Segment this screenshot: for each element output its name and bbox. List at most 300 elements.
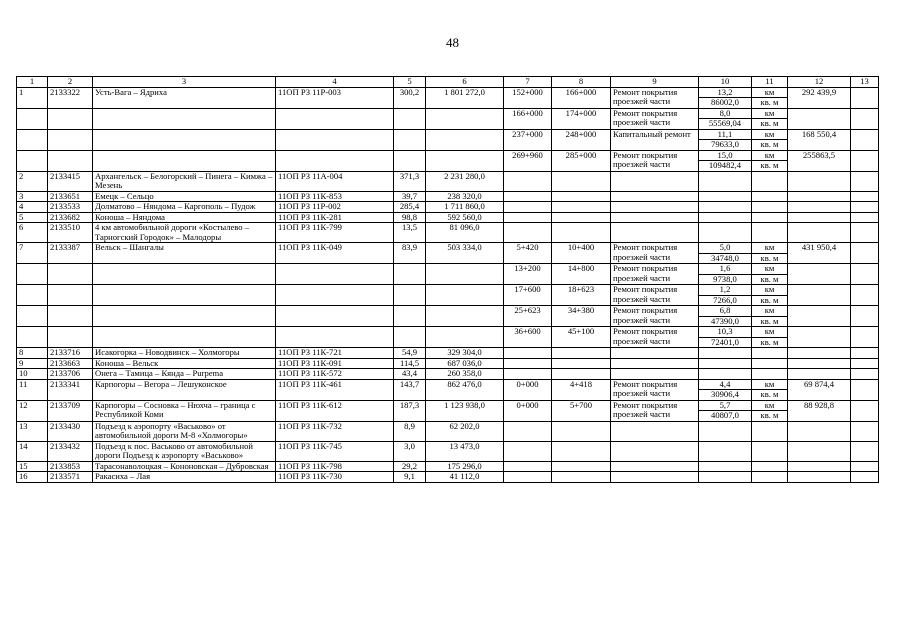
- segment-total: 255863,5: [788, 150, 851, 171]
- work-type: Ремонт покрытия проезжей части: [611, 327, 699, 348]
- road-repair-table: [16, 76, 879, 483]
- empty-cell-col-7: [504, 358, 552, 369]
- empty-cell-col-13: [851, 129, 879, 150]
- area-sq-m: 86002,0: [699, 98, 752, 109]
- empty-cell-col-2: [48, 150, 93, 171]
- empty-cell-col-8: [552, 472, 611, 483]
- column-number-8: 8: [552, 77, 611, 88]
- area-unit: кв. м: [752, 337, 788, 348]
- length-km: 6,8: [699, 306, 752, 317]
- empty-cell-col-4: [276, 150, 394, 171]
- empty-cell-col-2: [48, 327, 93, 348]
- empty-cell-col-5: [394, 327, 426, 348]
- road-row: [17, 348, 879, 359]
- empty-cell-col-4: [276, 327, 394, 348]
- area-unit: кв. м: [752, 253, 788, 264]
- empty-cell-col-9: [611, 369, 699, 380]
- work-type: Ремонт покрытия проезжей части: [611, 243, 699, 264]
- empty-cell-col-10: [699, 421, 752, 441]
- road-number: 15: [17, 461, 48, 472]
- work-type: Ремонт покрытия проезжей части: [611, 379, 699, 400]
- road-length: 98,8: [394, 212, 426, 223]
- segment-total: 88 928,8: [788, 400, 851, 421]
- road-row: [17, 421, 879, 441]
- empty-cell-col-3: [93, 306, 276, 327]
- empty-cell-col-1: [17, 150, 48, 171]
- segment-start: 36+600: [504, 327, 552, 348]
- road-row: [17, 223, 879, 243]
- road-name: 4 км автомобильной дороги «Костылево – Тарногский Городок» – Малодоры: [93, 223, 276, 243]
- road-name: Подъезд к аэропорту «Васьково» от автомобильной дороги М-8 «Холмогоры»: [93, 421, 276, 441]
- road-row: [17, 87, 879, 98]
- empty-cell-col-3: [93, 327, 276, 348]
- empty-cell-col-7: [504, 212, 552, 223]
- road-name: Подъезд к пос. Васьково от автомобильной дороги Подъезд к аэропорту «Васьково»: [93, 441, 276, 461]
- empty-cell-col-13: [851, 150, 879, 171]
- column-number-3: 3: [93, 77, 276, 88]
- empty-cell-col-12: [788, 108, 851, 129]
- road-length: 187,3: [394, 400, 426, 421]
- segment-start: 13+200: [504, 264, 552, 285]
- empty-cell-col-8: [552, 212, 611, 223]
- empty-cell-col-10: [699, 441, 752, 461]
- road-name: Емецк – Сельцо: [93, 191, 276, 202]
- empty-cell-col-10: [699, 461, 752, 472]
- empty-cell-col-12: [788, 358, 851, 369]
- road-row: [17, 461, 879, 472]
- work-type: Ремонт покрытия проезжей части: [611, 87, 699, 108]
- road-code: 2133341: [48, 379, 93, 400]
- empty-cell-col-11: [752, 461, 788, 472]
- road-row: [17, 212, 879, 223]
- length-unit: км: [752, 306, 788, 317]
- road-row: [17, 472, 879, 483]
- empty-cell-col-8: [552, 171, 611, 191]
- road-code: 2133510: [48, 223, 93, 243]
- road-length: 43,4: [394, 369, 426, 380]
- empty-cell-col-12: [788, 191, 851, 202]
- road-code: 2133430: [48, 421, 93, 441]
- road-length: 371,3: [394, 171, 426, 191]
- road-registry-number: 11ОП РЗ 11К-732: [276, 421, 394, 441]
- empty-cell-col-12: [788, 285, 851, 306]
- empty-cell-col-11: [752, 171, 788, 191]
- road-length: 39,7: [394, 191, 426, 202]
- empty-cell-col-8: [552, 441, 611, 461]
- empty-cell-col-11: [752, 369, 788, 380]
- empty-cell-col-13: [851, 441, 879, 461]
- road-code: 2133533: [48, 202, 93, 213]
- empty-cell-col-10: [699, 369, 752, 380]
- road-cost: 2 231 280,0: [426, 171, 504, 191]
- length-unit: км: [752, 400, 788, 411]
- empty-cell-col-13: [851, 171, 879, 191]
- empty-cell-col-13: [851, 285, 879, 306]
- empty-cell-col-10: [699, 191, 752, 202]
- road-code: 2133432: [48, 441, 93, 461]
- empty-cell-col-2: [48, 264, 93, 285]
- road-row: [17, 202, 879, 213]
- segment-end: 166+000: [552, 87, 611, 108]
- work-type: Ремонт покрытия проезжей части: [611, 400, 699, 421]
- road-name: Архангельск – Белогорский – Пинега – Кимжа – Мезень: [93, 171, 276, 191]
- segment-start: 0+000: [504, 400, 552, 421]
- road-number: 7: [17, 243, 48, 264]
- area-sq-m: 7266,0: [699, 295, 752, 306]
- empty-cell-col-12: [788, 223, 851, 243]
- area-unit: кв. м: [752, 119, 788, 130]
- empty-cell-col-11: [752, 441, 788, 461]
- empty-cell-col-12: [788, 461, 851, 472]
- road-registry-number: 11ОП РЗ 11К-281: [276, 212, 394, 223]
- road-cost: 13 473,0: [426, 441, 504, 461]
- empty-cell-col-13: [851, 369, 879, 380]
- work-type: Ремонт покрытия проезжей части: [611, 150, 699, 171]
- length-unit: км: [752, 264, 788, 275]
- length-unit: км: [752, 243, 788, 254]
- empty-cell-col-10: [699, 171, 752, 191]
- road-number: 2: [17, 171, 48, 191]
- road-number: 9: [17, 358, 48, 369]
- road-code: 2133322: [48, 87, 93, 108]
- empty-cell-col-10: [699, 358, 752, 369]
- road-cost: 260 358,0: [426, 369, 504, 380]
- empty-cell-col-9: [611, 421, 699, 441]
- area-unit: кв. м: [752, 161, 788, 172]
- segment-start: 25+623: [504, 306, 552, 327]
- empty-cell-col-4: [276, 306, 394, 327]
- road-name: Коноша – Няндома: [93, 212, 276, 223]
- road-name: Онега – Тамица – Кянда – Purpema: [93, 369, 276, 380]
- column-number-12: 12: [788, 77, 851, 88]
- length-km: 1,6: [699, 264, 752, 275]
- road-cost: 592 560,0: [426, 212, 504, 223]
- empty-cell-col-13: [851, 202, 879, 213]
- segment-end: 10+400: [552, 243, 611, 264]
- road-name: Вельск – Шангалы: [93, 243, 276, 264]
- empty-cell-col-5: [394, 108, 426, 129]
- empty-cell-col-13: [851, 243, 879, 264]
- segment-start: 0+000: [504, 379, 552, 400]
- empty-cell-col-9: [611, 191, 699, 202]
- empty-cell-col-13: [851, 400, 879, 421]
- empty-cell-col-3: [93, 108, 276, 129]
- length-km: 5,0: [699, 243, 752, 254]
- road-registry-number: 11ОП РЗ 11К-461: [276, 379, 394, 400]
- empty-cell-col-7: [504, 369, 552, 380]
- segment-total: 168 550,4: [788, 129, 851, 150]
- empty-cell-col-13: [851, 264, 879, 285]
- road-number: 10: [17, 369, 48, 380]
- segment-row: [17, 285, 879, 296]
- work-type: Ремонт покрытия проезжей части: [611, 108, 699, 129]
- empty-cell-col-12: [788, 441, 851, 461]
- empty-cell-col-13: [851, 472, 879, 483]
- road-row: [17, 441, 879, 461]
- empty-cell-col-5: [394, 264, 426, 285]
- road-name: Коноша – Вельск: [93, 358, 276, 369]
- empty-cell-col-13: [851, 108, 879, 129]
- road-length: 9,1: [394, 472, 426, 483]
- empty-cell-col-1: [17, 327, 48, 348]
- road-name: Долматово – Няндома – Каргополь – Пудож: [93, 202, 276, 213]
- road-number: 3: [17, 191, 48, 202]
- area-unit: кв. м: [752, 98, 788, 109]
- empty-cell-col-11: [752, 348, 788, 359]
- column-number-4: 4: [276, 77, 394, 88]
- empty-cell-col-1: [17, 285, 48, 306]
- area-sq-m: 72401,0: [699, 337, 752, 348]
- empty-cell-col-6: [426, 306, 504, 327]
- road-name: Тарасонаволоцкая – Кононовская – Дубровская: [93, 461, 276, 472]
- area-sq-m: 55569,04: [699, 119, 752, 130]
- road-cost: 1 801 272,0: [426, 87, 504, 108]
- column-number-5: 5: [394, 77, 426, 88]
- empty-cell-col-12: [788, 472, 851, 483]
- empty-cell-col-7: [504, 202, 552, 213]
- segment-total: 431 950,4: [788, 243, 851, 264]
- road-number: 12: [17, 400, 48, 421]
- segment-row: [17, 327, 879, 338]
- empty-cell-col-8: [552, 191, 611, 202]
- empty-cell-col-4: [276, 108, 394, 129]
- empty-cell-col-12: [788, 327, 851, 348]
- empty-cell-col-12: [788, 348, 851, 359]
- road-name: Исакогорка – Новодвинск – Холмогоры: [93, 348, 276, 359]
- road-row: [17, 369, 879, 380]
- road-number: 8: [17, 348, 48, 359]
- empty-cell-col-13: [851, 358, 879, 369]
- empty-cell-col-13: [851, 327, 879, 348]
- empty-cell-col-7: [504, 421, 552, 441]
- empty-cell-col-13: [851, 461, 879, 472]
- road-registry-number: 11ОП РЗ 11К-745: [276, 441, 394, 461]
- road-code: 2133651: [48, 191, 93, 202]
- empty-cell-col-12: [788, 264, 851, 285]
- segment-start: 5+420: [504, 243, 552, 264]
- column-number-7: 7: [504, 77, 552, 88]
- empty-cell-col-7: [504, 472, 552, 483]
- empty-cell-col-13: [851, 191, 879, 202]
- work-type: Капитальный ремонт: [611, 129, 699, 150]
- empty-cell-col-5: [394, 306, 426, 327]
- road-registry-number: 11ОП РЗ 11К-572: [276, 369, 394, 380]
- empty-cell-col-10: [699, 202, 752, 213]
- empty-cell-col-9: [611, 441, 699, 461]
- road-code: 2133682: [48, 212, 93, 223]
- segment-row: [17, 150, 879, 161]
- empty-cell-col-12: [788, 202, 851, 213]
- road-row: [17, 191, 879, 202]
- road-length: 8,9: [394, 421, 426, 441]
- length-km: 8,0: [699, 108, 752, 119]
- road-cost: 62 202,0: [426, 421, 504, 441]
- road-code: 2133853: [48, 461, 93, 472]
- empty-cell-col-6: [426, 150, 504, 171]
- empty-cell-col-12: [788, 369, 851, 380]
- segment-row: [17, 129, 879, 140]
- empty-cell-col-2: [48, 285, 93, 306]
- road-length: 114,5: [394, 358, 426, 369]
- area-sq-m: 109482,4: [699, 161, 752, 172]
- empty-cell-col-3: [93, 264, 276, 285]
- empty-cell-col-3: [93, 285, 276, 306]
- segment-end: 285+000: [552, 150, 611, 171]
- road-code: 2133387: [48, 243, 93, 264]
- road-row: [17, 243, 879, 254]
- road-number: 11: [17, 379, 48, 400]
- empty-cell-col-9: [611, 348, 699, 359]
- empty-cell-col-11: [752, 472, 788, 483]
- empty-cell-col-7: [504, 171, 552, 191]
- empty-cell-col-9: [611, 461, 699, 472]
- segment-end: 174+000: [552, 108, 611, 129]
- segment-start: 17+600: [504, 285, 552, 306]
- column-number-2: 2: [48, 77, 93, 88]
- segment-end: 34+380: [552, 306, 611, 327]
- empty-cell-col-9: [611, 223, 699, 243]
- empty-cell-col-11: [752, 421, 788, 441]
- empty-cell-col-6: [426, 264, 504, 285]
- road-cost: 238 320,0: [426, 191, 504, 202]
- empty-cell-col-9: [611, 212, 699, 223]
- area-sq-m: 30906,4: [699, 390, 752, 401]
- length-km: 13,2: [699, 87, 752, 98]
- empty-cell-col-4: [276, 264, 394, 285]
- length-km: 5,7: [699, 400, 752, 411]
- length-unit: км: [752, 129, 788, 140]
- road-registry-number: 11ОП РЗ 11Р-002: [276, 202, 394, 213]
- area-sq-m: 40807,0: [699, 411, 752, 422]
- road-row: [17, 171, 879, 191]
- column-number-11: 11: [752, 77, 788, 88]
- empty-cell-col-9: [611, 202, 699, 213]
- empty-cell-col-13: [851, 87, 879, 108]
- road-cost: 1 123 938,0: [426, 400, 504, 421]
- road-name: Ракасиха – Лая: [93, 472, 276, 483]
- empty-cell-col-12: [788, 212, 851, 223]
- road-number: 5: [17, 212, 48, 223]
- road-row: [17, 358, 879, 369]
- road-code: 2133571: [48, 472, 93, 483]
- empty-cell-col-11: [752, 202, 788, 213]
- road-cost: 862 476,0: [426, 379, 504, 400]
- segment-row: [17, 306, 879, 317]
- road-length: 13,5: [394, 223, 426, 243]
- area-unit: кв. м: [752, 140, 788, 151]
- empty-cell-col-12: [788, 306, 851, 327]
- empty-cell-col-10: [699, 348, 752, 359]
- segment-start: 166+000: [504, 108, 552, 129]
- empty-cell-col-10: [699, 212, 752, 223]
- road-row: [17, 400, 879, 411]
- road-number: 4: [17, 202, 48, 213]
- road-name: Карпогоры – Вегора – Лешуконское: [93, 379, 276, 400]
- road-code: 2133716: [48, 348, 93, 359]
- empty-cell-col-7: [504, 441, 552, 461]
- segment-start: 269+960: [504, 150, 552, 171]
- empty-cell-col-1: [17, 108, 48, 129]
- road-code: 2133663: [48, 358, 93, 369]
- area-unit: кв. м: [752, 411, 788, 422]
- empty-cell-col-8: [552, 202, 611, 213]
- road-code: 2133415: [48, 171, 93, 191]
- area-unit: кв. м: [752, 316, 788, 327]
- empty-cell-col-2: [48, 108, 93, 129]
- road-registry-number: 11ОП РЗ 11К-612: [276, 400, 394, 421]
- area-unit: кв. м: [752, 274, 788, 285]
- length-unit: км: [752, 285, 788, 296]
- road-name: Усть-Вага – Ядриха: [93, 87, 276, 108]
- work-type: Ремонт покрытия проезжей части: [611, 264, 699, 285]
- length-km: 1,2: [699, 285, 752, 296]
- road-cost: 81 096,0: [426, 223, 504, 243]
- empty-cell-col-11: [752, 212, 788, 223]
- road-length: 83,9: [394, 243, 426, 264]
- empty-cell-col-13: [851, 306, 879, 327]
- empty-cell-col-6: [426, 285, 504, 306]
- road-number: 14: [17, 441, 48, 461]
- empty-cell-col-6: [426, 108, 504, 129]
- empty-cell-col-6: [426, 327, 504, 348]
- length-unit: км: [752, 327, 788, 338]
- road-cost: 41 112,0: [426, 472, 504, 483]
- empty-cell-col-4: [276, 285, 394, 306]
- empty-cell-col-13: [851, 223, 879, 243]
- segment-start: 152+000: [504, 87, 552, 108]
- page-number: 48: [446, 35, 459, 50]
- road-number: 6: [17, 223, 48, 243]
- road-registry-number: 11ОП РЗ 11К-049: [276, 243, 394, 264]
- empty-cell-col-7: [504, 223, 552, 243]
- road-registry-number: 11ОП РЗ 11К-853: [276, 191, 394, 202]
- road-registry-number: 11ОП РЗ 11К-798: [276, 461, 394, 472]
- empty-cell-col-13: [851, 348, 879, 359]
- road-registry-number: 11ОП РЗ 11К-091: [276, 358, 394, 369]
- segment-end: 5+700: [552, 400, 611, 421]
- segment-row: [17, 264, 879, 275]
- empty-cell-col-7: [504, 348, 552, 359]
- area-sq-m: 79633,0: [699, 140, 752, 151]
- empty-cell-col-5: [394, 285, 426, 306]
- empty-cell-col-5: [394, 129, 426, 150]
- area-sq-m: 9738,0: [699, 274, 752, 285]
- work-type: Ремонт покрытия проезжей части: [611, 306, 699, 327]
- empty-cell-col-8: [552, 348, 611, 359]
- empty-cell-col-10: [699, 223, 752, 243]
- length-unit: км: [752, 87, 788, 98]
- area-sq-m: 47390,0: [699, 316, 752, 327]
- road-registry-number: 11ОП РЗ 11К-721: [276, 348, 394, 359]
- empty-cell-col-3: [93, 129, 276, 150]
- road-length: 29,2: [394, 461, 426, 472]
- work-type: Ремонт покрытия проезжей части: [611, 285, 699, 306]
- road-cost: 175 296,0: [426, 461, 504, 472]
- road-length: 143,7: [394, 379, 426, 400]
- road-registry-number: 11ОП РЗ 11А-004: [276, 171, 394, 191]
- segment-end: 18+623: [552, 285, 611, 306]
- column-number-13: 13: [851, 77, 879, 88]
- empty-cell-col-2: [48, 306, 93, 327]
- empty-cell-col-8: [552, 421, 611, 441]
- road-number: 1: [17, 87, 48, 108]
- column-number-9: 9: [611, 77, 699, 88]
- length-km: 4,4: [699, 379, 752, 390]
- empty-cell-col-3: [93, 150, 276, 171]
- segment-end: 248+000: [552, 129, 611, 150]
- empty-cell-col-11: [752, 191, 788, 202]
- road-length: 54,9: [394, 348, 426, 359]
